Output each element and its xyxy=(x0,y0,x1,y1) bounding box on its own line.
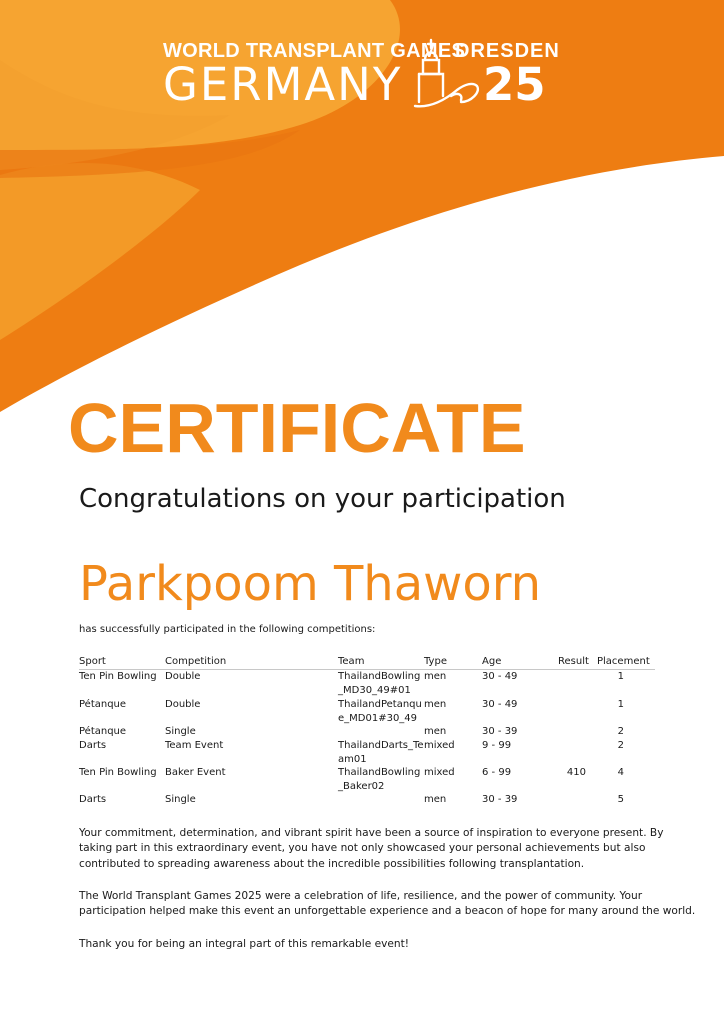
cell-competition: Single xyxy=(165,726,196,737)
column-header-result: Result xyxy=(558,656,589,667)
cell-age: 30 - 39 xyxy=(482,726,518,737)
table-row xyxy=(79,698,655,725)
cell-competition: Double xyxy=(165,671,201,682)
cell-result: 410 xyxy=(566,767,586,778)
recipient-name: Parkpoom Thaworn xyxy=(79,556,542,612)
cell-placement: 1 xyxy=(617,699,624,710)
cell-type: men xyxy=(424,699,447,710)
cell-team: ThailandBowling_Baker02 xyxy=(338,767,421,792)
logo-city: DRESDEN xyxy=(455,40,560,62)
cell-placement: 4 xyxy=(617,767,624,778)
column-header-placement: Placement xyxy=(597,656,650,667)
logo-country: GERMANY xyxy=(163,58,403,111)
certificate-subtitle: Congratulations on your participation xyxy=(79,484,566,514)
column-header-type: Type xyxy=(424,656,447,667)
cell-placement: 1 xyxy=(617,671,624,682)
certificate-title: CERTIFICATE xyxy=(68,389,526,467)
cell-age: 9 - 99 xyxy=(482,740,512,751)
cell-sport: Ten Pin Bowling xyxy=(79,767,157,778)
closing-paragraph-celebration: The World Transplant Games 2025 were a celebration of life, resilience, and the power of community. Your participation helped make this event an unforgettable experience and a beacon of hope for many around the world. xyxy=(79,890,696,918)
cell-competition: Baker Event xyxy=(165,767,226,778)
table-row xyxy=(79,739,655,766)
table-row xyxy=(79,725,655,739)
cell-sport: Darts xyxy=(79,740,107,751)
cell-team: ThailandPetanque_MD01#30_49 xyxy=(338,699,422,724)
cell-age: 30 - 49 xyxy=(482,671,518,682)
cell-sport: Pétanque xyxy=(79,726,127,737)
cell-placement: 2 xyxy=(617,740,624,751)
cell-age: 30 - 39 xyxy=(482,794,518,805)
closing-paragraph-thanks: Thank you for being an integral part of this remarkable event! xyxy=(79,938,410,950)
column-header-competition: Competition xyxy=(165,656,227,667)
cell-sport: Pétanque xyxy=(79,699,127,710)
table-header xyxy=(79,655,655,670)
cell-type: men xyxy=(424,671,447,682)
cell-sport: Ten Pin Bowling xyxy=(79,671,157,682)
cell-age: 30 - 49 xyxy=(482,699,518,710)
column-header-team: Team xyxy=(338,656,365,667)
intro-text: has successfully participated in the following competitions: xyxy=(79,624,376,635)
cell-competition: Single xyxy=(165,794,196,805)
cell-age: 6 - 99 xyxy=(482,767,512,778)
column-header-age: Age xyxy=(482,656,502,667)
table-row xyxy=(79,793,655,807)
logo-year: 25 xyxy=(483,58,546,111)
cell-team: ThailandBowling_MD30_49#01 xyxy=(338,671,421,696)
cell-competition: Double xyxy=(165,699,201,710)
table-row xyxy=(79,670,655,698)
logo-event-name: WORLD TRANSPLANT GAMES xyxy=(163,40,466,62)
cell-placement: 5 xyxy=(617,794,624,805)
column-header-sport: Sport xyxy=(79,656,106,667)
event-logo xyxy=(163,32,560,122)
cell-sport: Darts xyxy=(79,794,107,805)
cell-type: mixed xyxy=(424,740,455,751)
cell-placement: 2 xyxy=(617,726,624,737)
cell-type: mixed xyxy=(424,767,455,778)
competitions-table xyxy=(79,655,655,807)
cell-competition: Team Event xyxy=(165,740,224,751)
cell-type: men xyxy=(424,794,447,805)
cell-team: ThailandDarts_Team01 xyxy=(338,740,424,765)
closing-paragraph-commitment: Your commitment, determination, and vibrant spirit have been a source of inspiration to everyone present. By taking part in this extraordinary event, you have not only showcased your personal achievements but also contributed to spreading awareness about the incredible possibilities following transplantation. xyxy=(79,827,664,870)
table-row xyxy=(79,766,655,793)
cell-type: men xyxy=(424,726,447,737)
